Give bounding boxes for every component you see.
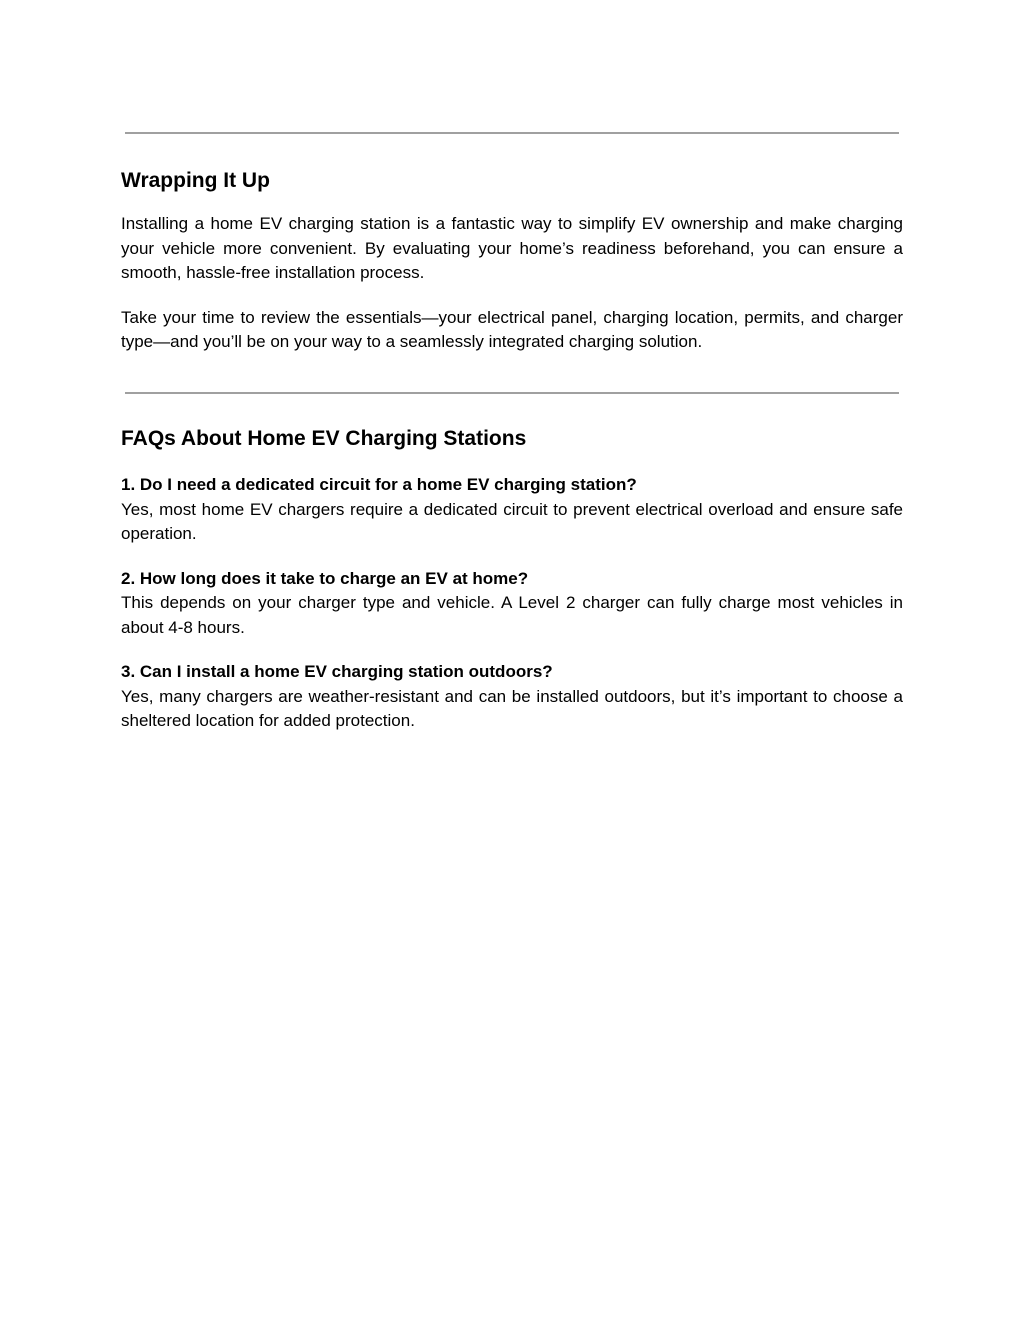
horizontal-divider bbox=[125, 132, 899, 134]
faq-question: 3. Can I install a home EV charging station outdoors? bbox=[121, 662, 553, 681]
faq-item bbox=[121, 567, 903, 641]
faq-section bbox=[121, 426, 903, 754]
faq-question: 1. Do I need a dedicated circuit for a home EV charging station? bbox=[121, 475, 637, 494]
body-paragraph: Installing a home EV charging station is a fantastic way to simplify EV ownership and make charging your vehicle more convenient. By evaluating your home’s readiness beforehand, you can ensure a smooth, hassle-free installation process. bbox=[121, 214, 903, 282]
faq-answer: Yes, many chargers are weather-resistant and can be installed outdoors, but it’s important to choose a sheltered location for added protection. bbox=[121, 686, 903, 730]
faq-item bbox=[121, 473, 903, 547]
section-heading: FAQs About Home EV Charging Stations bbox=[121, 427, 527, 450]
section-heading: Wrapping It Up bbox=[121, 169, 270, 192]
horizontal-divider bbox=[125, 392, 899, 394]
faq-item bbox=[121, 660, 903, 734]
faq-answer: This depends on your charger type and vehicle. A Level 2 charger can fully charge most vehicles in about 4-8 hours. bbox=[121, 593, 903, 637]
wrapping-up-section bbox=[121, 168, 903, 355]
faq-answer: Yes, most home EV chargers require a dedicated circuit to prevent electrical overload and ensure safe operation. bbox=[121, 499, 903, 543]
body-paragraph: Take your time to review the essentials—your electrical panel, charging location, permits, and charger type—and you’ll be on your way to a seamlessly integrated charging solution. bbox=[121, 307, 903, 351]
faq-question: 2. How long does it take to charge an EV at home? bbox=[121, 568, 529, 588]
